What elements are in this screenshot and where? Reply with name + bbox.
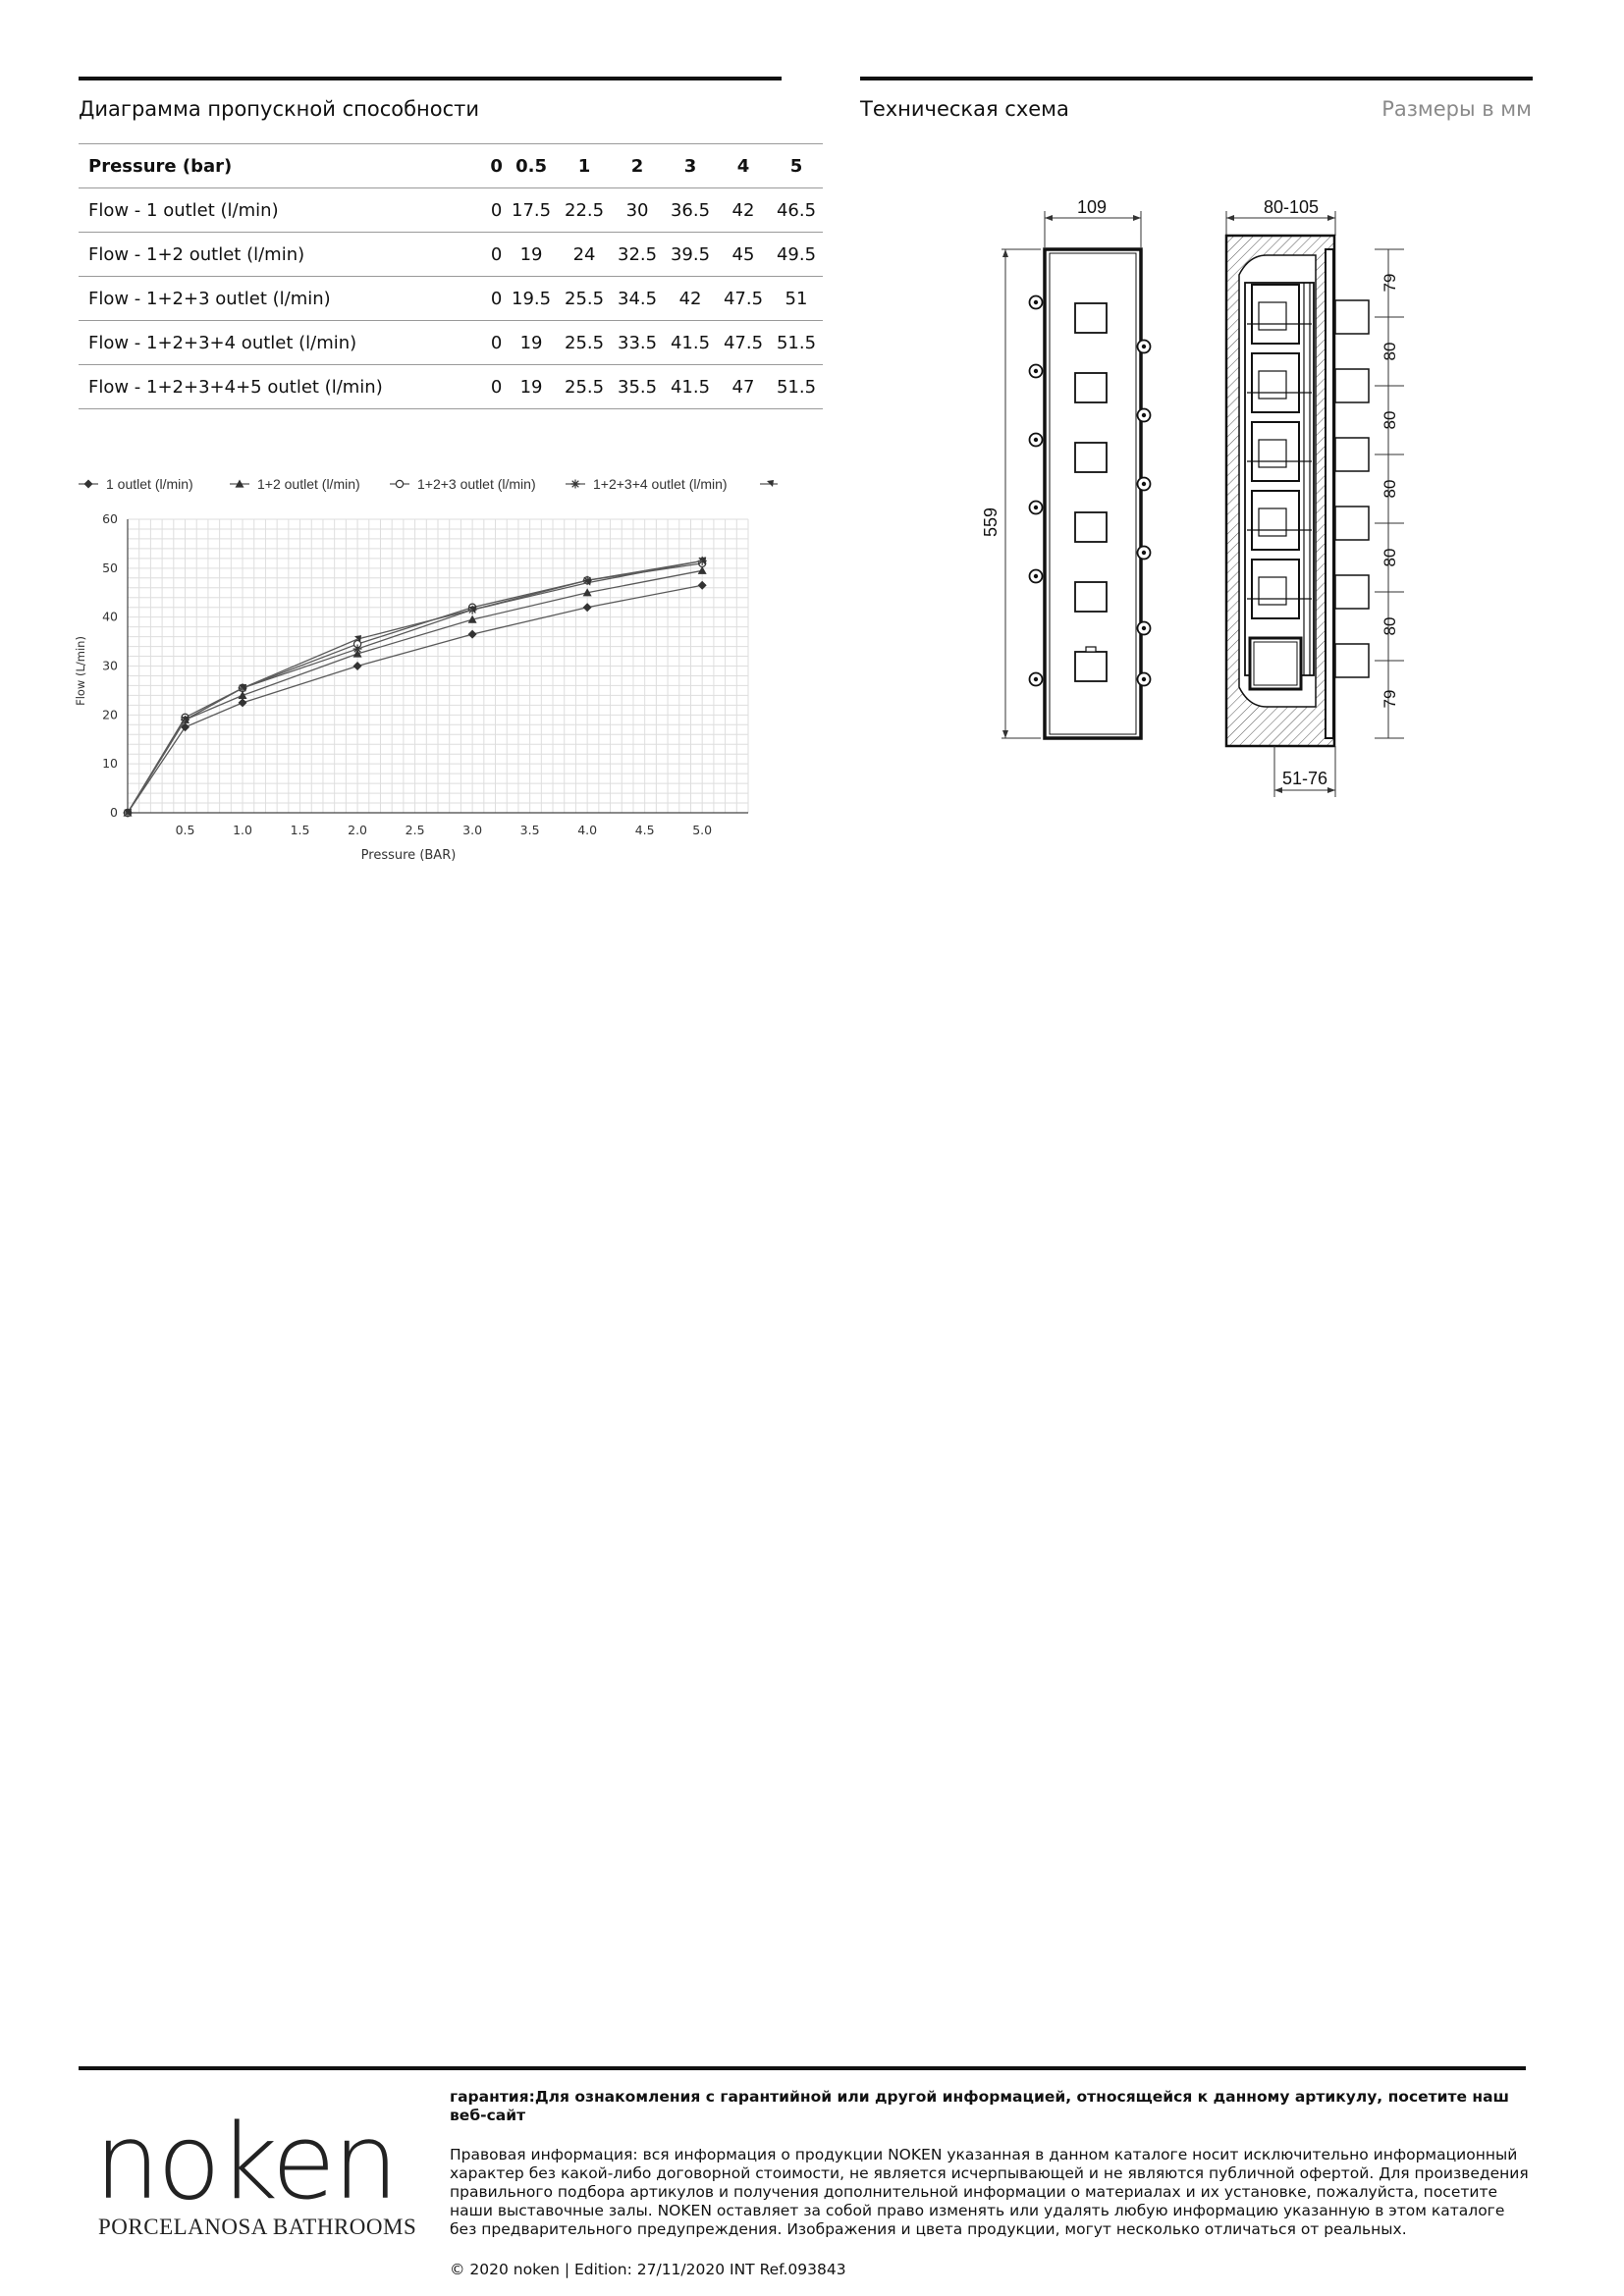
x-tick-label: 1.5 (290, 823, 310, 837)
table-cell: 19.5 (505, 277, 558, 321)
warranty-text: гарантия:Для ознакомления с гарантийной или другой информацией, относящейся к данному артикулу, посетите наш веб-сайт (450, 2088, 1510, 2124)
x-axis-label: Pressure (BAR) (360, 848, 457, 863)
y-axis-label: Flow (L/min) (74, 636, 87, 706)
side-view (1226, 197, 1404, 797)
table-cell: 47.5 (717, 277, 770, 321)
flow-chart (71, 469, 778, 872)
table-cell: 49.5 (770, 233, 823, 277)
right-section-rule (860, 77, 1533, 80)
table-cell: 41.5 (664, 365, 717, 409)
pressure-col: 5 (770, 144, 823, 188)
table-cell: 33.5 (611, 321, 664, 365)
footer-rule (79, 2066, 1526, 2070)
logo-subtitle: PORCELANOSA BATHROOMS (98, 2215, 417, 2239)
pressure-col: 4 (717, 144, 770, 188)
table-cell: 45 (717, 233, 770, 277)
table-cell: 41.5 (664, 321, 717, 365)
x-tick-label: 4.0 (577, 823, 598, 837)
pressure-col: 2 (611, 144, 664, 188)
x-tick-label: 2.5 (405, 823, 425, 837)
pressure-col: 0.5 (505, 144, 558, 188)
y-tick-label: 0 (110, 805, 118, 820)
legend-marker (571, 480, 580, 489)
x-tick-label: 5.0 (692, 823, 713, 837)
table-row (79, 365, 823, 409)
y-tick-label: 50 (102, 560, 118, 575)
table-row (79, 321, 823, 365)
flow-table (79, 143, 823, 409)
spacing-dimension: 80 (1380, 342, 1399, 361)
noken-logo: noken (94, 2102, 397, 2222)
spacing-dimension: 80 (1380, 548, 1399, 567)
units-note: Размеры в мм (1381, 97, 1532, 121)
pressure-col: 1 (558, 144, 611, 188)
x-tick-label: 3.0 (462, 823, 483, 837)
table-cell: 19 (505, 233, 558, 277)
data-point (698, 581, 707, 590)
table-cell: 0 (488, 233, 505, 277)
legend-marker (84, 480, 93, 489)
table-row (79, 188, 823, 233)
table-cell: 47.5 (717, 321, 770, 365)
table-cell: 47 (717, 365, 770, 409)
x-tick-label: 4.5 (634, 823, 655, 837)
legend-label: 1+2+3 outlet (l/min) (417, 476, 536, 492)
table-cell: 0 (488, 321, 505, 365)
left-section-rule (79, 77, 782, 80)
y-tick-label: 30 (102, 658, 118, 673)
table-cell: 42 (664, 277, 717, 321)
y-tick-label: 60 (102, 511, 118, 526)
table-cell: 51.5 (770, 321, 823, 365)
row-label: Flow - 1+2+3+4 outlet (l/min) (79, 321, 488, 365)
legend-label: 1 outlet (l/min) (106, 476, 193, 492)
y-tick-label: 20 (102, 707, 118, 722)
spacing-dimension: 80 (1380, 410, 1399, 430)
table-cell: 25.5 (558, 321, 611, 365)
table-cell: 0 (488, 188, 505, 233)
front-view (981, 197, 1151, 738)
pressure-col: 3 (664, 144, 717, 188)
y-tick-label: 10 (102, 756, 118, 772)
data-point (353, 645, 362, 654)
table-cell: 25.5 (558, 365, 611, 409)
pressure-col: 0 (488, 144, 505, 188)
legend-label: 1+2+3+4 outlet (l/min) (593, 476, 728, 492)
table-cell: 25.5 (558, 277, 611, 321)
height-dimension: 559 (981, 507, 1001, 538)
depth-dimension: 80-105 (1263, 197, 1320, 217)
data-point (239, 698, 247, 707)
table-cell: 46.5 (770, 188, 823, 233)
data-point (468, 630, 477, 639)
table-row (79, 277, 823, 321)
table-cell: 0 (488, 365, 505, 409)
front-width-dimension: 109 (1076, 197, 1108, 217)
y-tick-label: 40 (102, 609, 118, 624)
table-row (79, 233, 823, 277)
table-cell: 19 (505, 321, 558, 365)
flow-table-header (79, 144, 823, 188)
row-label: Flow - 1+2+3 outlet (l/min) (79, 277, 488, 321)
x-tick-label: 1.0 (233, 823, 252, 837)
row-label: Flow - 1+2 outlet (l/min) (79, 233, 488, 277)
spacing-dimension: 80 (1380, 479, 1399, 499)
legend-marker (396, 480, 403, 487)
table-cell: 51 (770, 277, 823, 321)
legend-label: 1+2 outlet (l/min) (257, 476, 360, 492)
table-cell: 39.5 (664, 233, 717, 277)
x-tick-label: 2.0 (348, 823, 368, 837)
spacing-dimension: 79 (1380, 689, 1399, 709)
data-point (353, 662, 362, 670)
data-point (583, 603, 592, 612)
legal-text: Правовая информация: вся информация о продукции NOKEN указанная в данном каталоге носит исключительно информационный характер без какой-либо договорной стоимости, не является исчерпывающей и не являются публичной офертой. Для произведения правильного подбора артикулов и получения дополнительной информации о материалах и их установке, пожалуйста, посетите наши выставочные залы. NOKEN оставляет за собой право изменять или удалять любую информацию указанную в этом каталоге без предварительного предупреждения. Изображения и цвета продукции, могут несколько отличаться от реальных. (450, 2146, 1529, 2238)
spacing-dimension: 79 (1380, 273, 1399, 293)
row-label: Flow - 1+2+3+4+5 outlet (l/min) (79, 365, 488, 409)
table-cell: 0 (488, 277, 505, 321)
spacing-dimension: 80 (1380, 616, 1399, 636)
table-cell: 32.5 (611, 233, 664, 277)
bottom-dimension: 51-76 (1281, 769, 1328, 788)
pressure-header: Pressure (bar) (79, 144, 488, 188)
table-cell: 36.5 (664, 188, 717, 233)
table-cell: 19 (505, 365, 558, 409)
x-tick-label: 0.5 (175, 823, 195, 837)
copyright-text: © 2020 noken | Edition: 27/11/2020 INT Ref.093843 (450, 2261, 846, 2278)
table-cell: 30 (611, 188, 664, 233)
table-cell: 42 (717, 188, 770, 233)
x-tick-label: 3.5 (519, 823, 540, 837)
table-cell: 22.5 (558, 188, 611, 233)
table-cell: 51.5 (770, 365, 823, 409)
flow-diagram-heading: Диаграмма пропускной способности (79, 97, 480, 121)
table-cell: 35.5 (611, 365, 664, 409)
table-cell: 24 (558, 233, 611, 277)
technical-drawing-heading: Техническая схема (860, 97, 1069, 121)
row-label: Flow - 1 outlet (l/min) (79, 188, 488, 233)
technical-drawing (972, 187, 1434, 815)
table-cell: 34.5 (611, 277, 664, 321)
table-cell: 17.5 (505, 188, 558, 233)
